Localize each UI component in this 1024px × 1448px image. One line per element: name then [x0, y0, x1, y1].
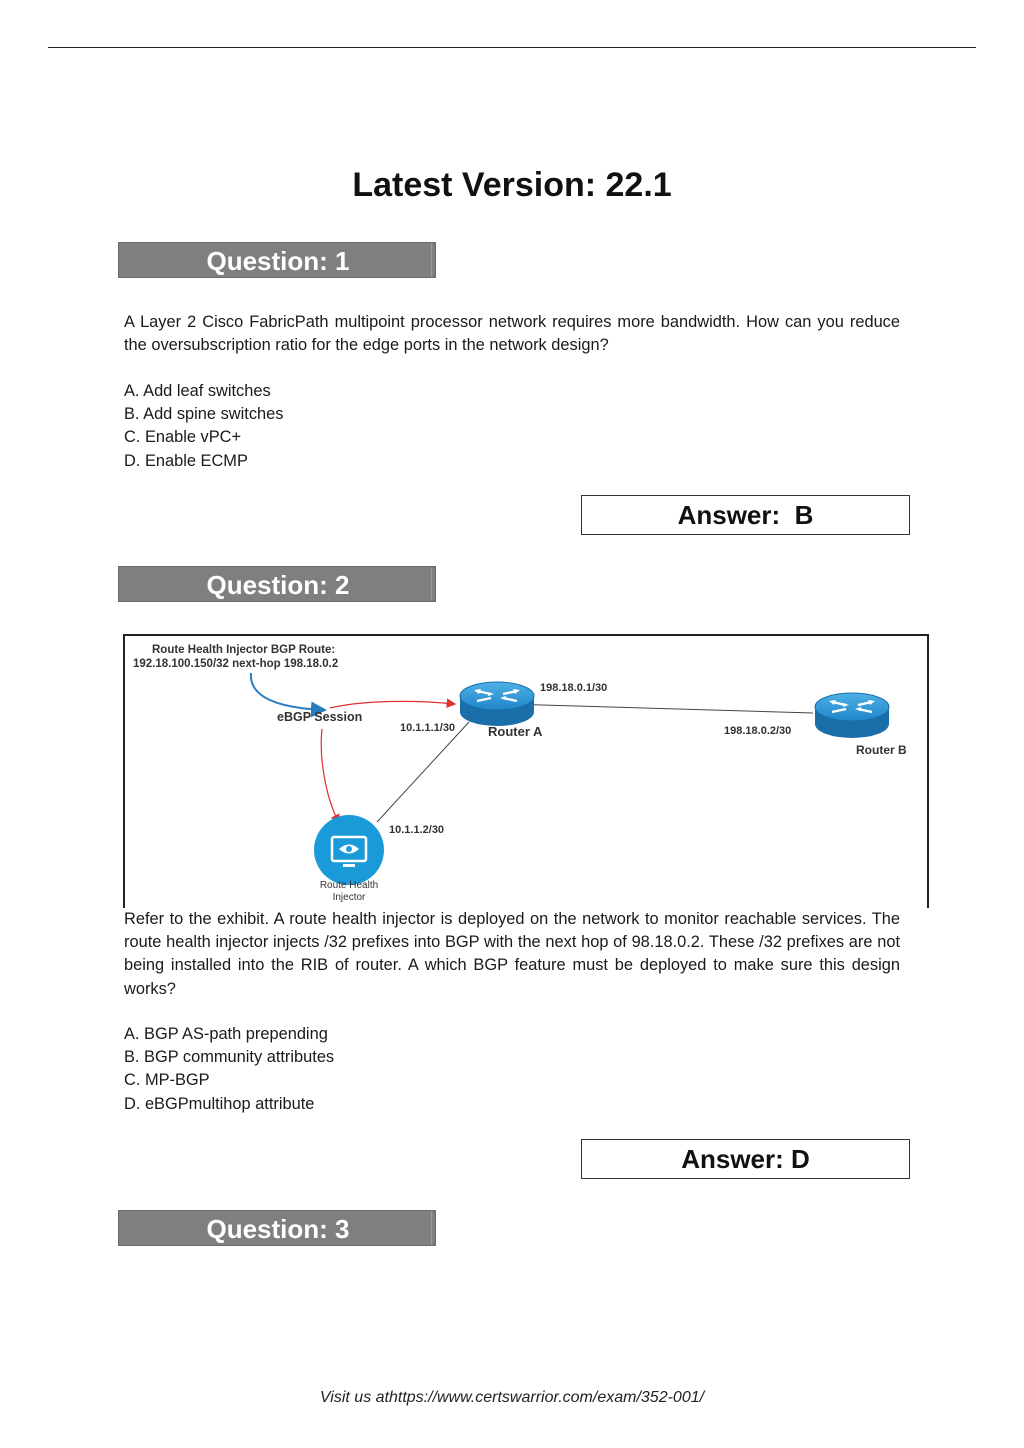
route-injection-arrow: [251, 673, 325, 710]
route-health-injector-icon: [314, 815, 384, 885]
page-title: Latest Version: 22.1: [352, 166, 672, 204]
question-2-answer: Answer: D: [581, 1139, 910, 1179]
question-1-header-label: Question: 1: [206, 246, 350, 276]
injector-label-line1: Route Health: [319, 880, 379, 891]
network-exhibit: [123, 634, 929, 908]
top-rule: [48, 47, 976, 48]
route-label-line2: 192.18.100.150/32 next-hop 198.18.0.2: [133, 658, 339, 670]
route-label-line1: Route Health Injector BGP Route:: [152, 644, 336, 656]
question-2-text: Refer to the exhibit. A route health injector is deployed on the network to monitor reachable services. The route health injector injects /32 prefixes into BGP with the next hop of 98.18.0.2. These /32 prefixes are not being installed into the RIB of router. A which BGP feature must be deployed to make sure this design works?: [124, 910, 900, 998]
question-1-header: [118, 242, 436, 278]
router-b-icon: [815, 693, 889, 738]
question-3-header: [118, 1210, 436, 1246]
question-1-option-b: B. Add spine switches: [124, 405, 284, 424]
question-2-option-b: B. BGP community attributes: [124, 1048, 335, 1067]
session-to-injector-arrow: [321, 729, 339, 823]
question-2-header: [118, 566, 436, 602]
question-1-answer: Answer: B: [581, 495, 910, 535]
question-3-header-label: Question: 3: [206, 1214, 350, 1244]
question-1-text: A Layer 2 Cisco FabricPath multipoint processor network requires more bandwidth. How can you reduce the oversubscription ratio for the edge ports in the network design?: [124, 313, 900, 355]
question-1-option-a: A. Add leaf switches: [124, 382, 271, 400]
footer-link[interactable]: Visit us athttps://www.certswarrior.com/exam/352-001/: [319, 1389, 705, 1406]
question-2-option-d: D. eBGPmultihop attribute: [124, 1094, 315, 1113]
question-1-option-d: D. Enable ECMP: [124, 451, 248, 470]
question-2-header-label: Question: 2: [206, 570, 350, 600]
question-2-option-a: A. BGP AS-path prepending: [124, 1025, 328, 1043]
router-b-label: Router B: [856, 743, 907, 757]
session-to-router-arrow: [330, 701, 455, 708]
question-2-options: [124, 1023, 624, 1116]
question-1-option-c: C. Enable vPC+: [124, 428, 242, 447]
router-a-right-ip: 198.18.0.1/30: [540, 682, 608, 694]
ebgp-session-label: eBGP Session: [277, 710, 363, 724]
link-router-a-injector: [377, 722, 469, 822]
router-a-label: Router A: [488, 724, 543, 739]
injector-ip: 10.1.1.2/30: [389, 824, 445, 836]
injector-label-line2: Injector: [332, 892, 366, 903]
question-1-options: [124, 380, 624, 473]
link-router-a-router-b: [507, 704, 813, 713]
router-b-ip: 198.18.0.2/30: [724, 725, 792, 737]
router-a-icon: [460, 682, 534, 726]
router-a-left-ip: 10.1.1.1/30: [400, 722, 456, 734]
question-2-option-c: C. MP-BGP: [124, 1071, 210, 1090]
network-diagram: [125, 636, 931, 910]
